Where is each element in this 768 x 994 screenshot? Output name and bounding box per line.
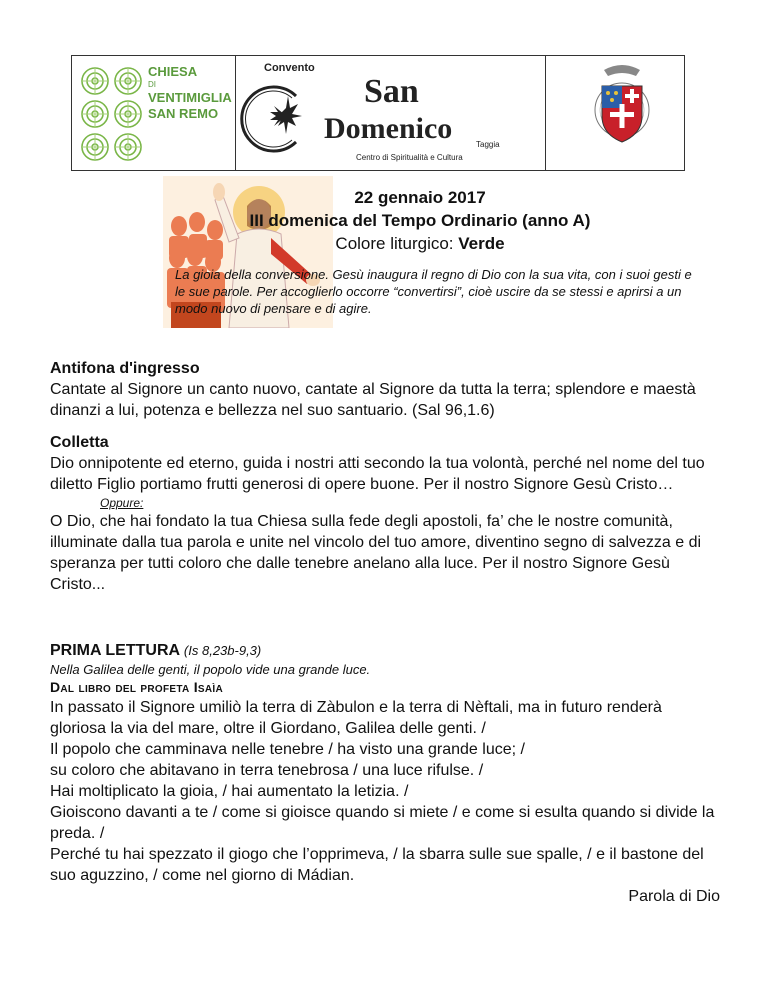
prima-lettura-title: PRIMA LETTURA [50,642,180,659]
parola-di-dio: Parola di Dio [628,888,720,905]
crest-cell [546,56,684,170]
prima-lettura-subtitle: Nella Galilea delle genti, il popolo vide una grande luce. [50,662,371,677]
colletta-text: Dio onnipotente ed eterno, guida i nostri atti secondo la tua volontà, perché nel nome del tuo diletto Figlio portiamo frutti generosi di opere buone. Per il nostro Signore Gesù Cristo… [50,455,705,493]
liturgical-color [175,232,665,255]
colletta-section [50,432,720,595]
diocese-logo [72,56,236,170]
lettura-line: Hai moltiplicato la gioia, / hai aumentato la letizia. / [50,783,409,800]
header-logos [71,55,685,171]
lettura-line: su coloro che abitavano in terra tenebrosa / una luce rifulse. / [50,762,484,779]
lettura-line: In passato il Signore umiliò la terra di Zàbulon e la terra di Nèftali, ma in futuro renderà gloriosa la via del mare, oltre il Giordano, Galilea delle genti. / [50,699,662,737]
date-heading: 22 gennaio 2017 [354,188,486,207]
taggia-label: Taggia [476,140,500,149]
diocese-line-sanremo: SAN REMO [148,106,219,121]
antifona-section [50,358,720,421]
sunday-heading: III domenica del Tempo Ordinario (anno A) [249,211,591,230]
diocese-name [148,64,232,122]
liturgical-color-value: Verde [458,234,505,253]
svg-text:Domenico: Domenico [324,112,453,145]
lettura-line: Perché tu hai spezzato il giogo che l’opprimeva, / la sbarra sulle sue spalle, / e il bastone del suo aguzzino, / come nel giorno di Mádian. [50,846,704,884]
title-block [175,186,665,255]
dominican-cross-icon [270,96,302,134]
intro-text: La gioia della conversione. Gesù inaugura il regno di Dio con la sua vita, con i suoi gesti e le sue parole. Per accoglierlo occorre “convertirsi”, cioè uscire da se stessi e aprirsi a un modo nuovo di pensare e di agire. [175,267,692,316]
lettura-line: Il popolo che camminava nelle tenebre / ha visto una grande luce; / [50,741,525,758]
oppure-label: Oppure: [100,496,144,510]
colletta-heading: Colletta [50,434,109,451]
diocese-line-ventimiglia: VENTIMIGLIA [148,90,232,105]
colletta-text-alt: O Dio, che hai fondato la tua Chiesa sulla fede degli apostoli, fa’ che le nostre comunità, illuminate dalla tua parola e unite nel vincolo del tuo amore, diventino segno di salvezza e di speranza per tutti coloro che dalle tenebre anelano alla luce. Per il nostro Signore Gesù Cristo... [50,513,702,593]
svg-text:San: San [364,73,419,110]
liturgical-color-label: Colore liturgico: [335,234,459,253]
mandala-icon [78,64,146,164]
convento-logo [236,56,546,170]
antifona-text: Cantate al Signore un canto nuovo, cantate al Signore da tutta la terra; splendore e maestà dinanzi a lui, potenza e bellezza nel suo santuario. (Sal 96,1.6) [50,381,696,419]
coat-of-arms-icon [592,62,652,162]
diocese-line-di: DI [148,80,156,89]
prima-lettura-section [50,640,720,907]
prima-lettura-source: Dal libro del profeta Isaìa [50,679,224,695]
lettura-line: Gioiscono davanti a te / come si gioisce quando si miete / e come si esulta quando si divide la preda. / [50,804,715,842]
diocese-line-chiesa: CHIESA [148,64,198,79]
prima-lettura-heading [50,640,720,661]
centro-label: Centro di Spiritualità e Cultura [356,153,463,162]
convento-label: Convento [264,62,315,74]
antifona-heading: Antifona d'ingresso [50,360,200,377]
prima-lettura-ref: (Is 8,23b-9,3) [183,643,262,658]
